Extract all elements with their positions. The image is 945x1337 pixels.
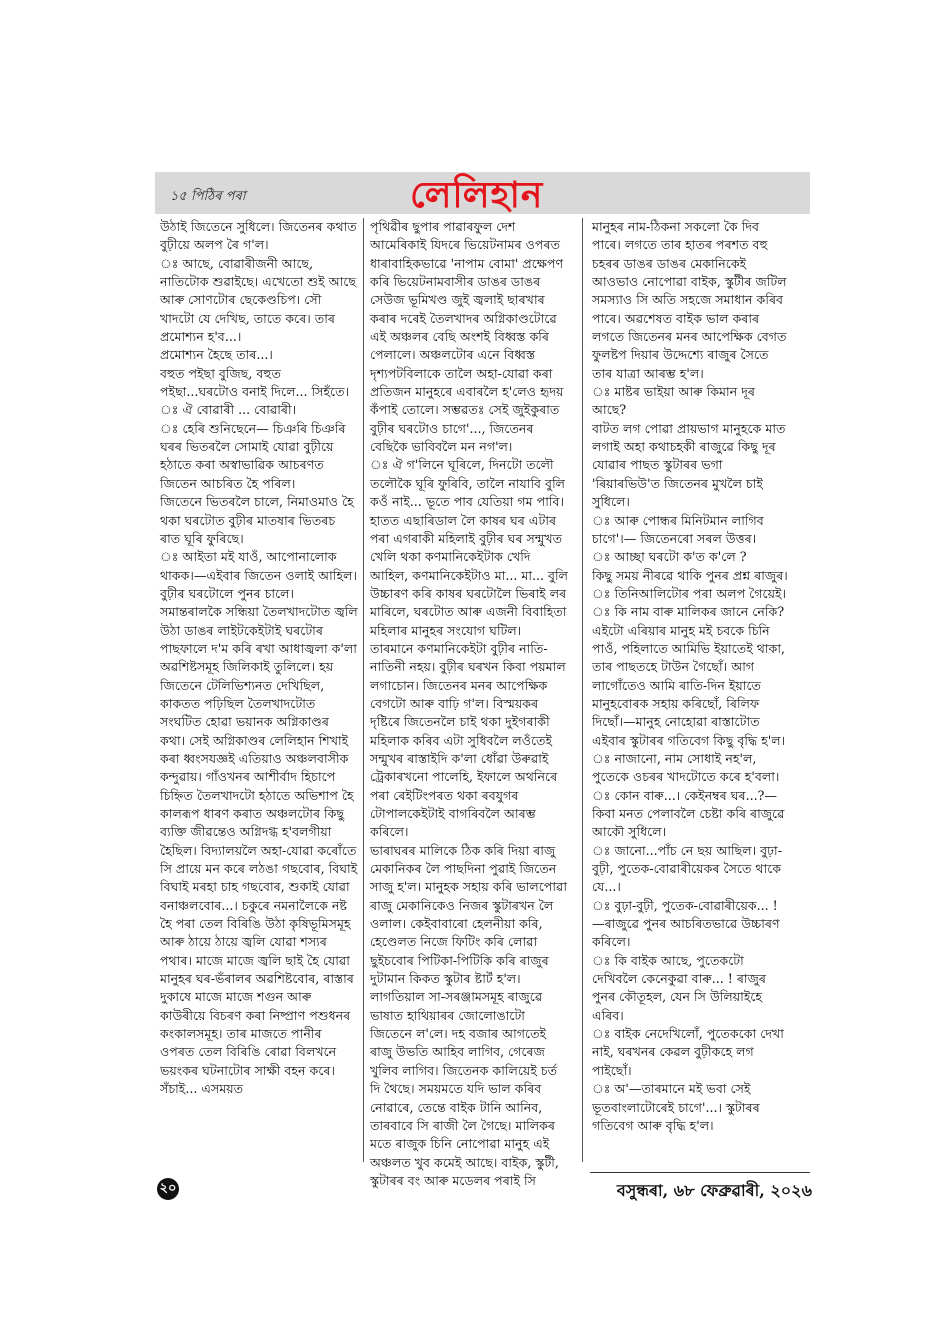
footer-rule xyxy=(590,1172,810,1173)
paragraph: বাটত লগ পোৱা প্ৰায়ভাগ মানুহকে মাত লগাই অহা কথাচহকী ৰাজুৱে কিছু দূৰ যোৱাৰ পাছত স্কুটাৰৰ ভগা 'ৰিয়াৰভিউ'ত জিতেনৰ মুখলৈ চাই সুধিলে। xyxy=(592,420,786,510)
paragraph: কিছু সময় নীৰৱে থাকি পুনৰ প্ৰশ্ন ৰাজুৰ। xyxy=(592,567,788,583)
paragraph: ঃ আৰু পোন্ধৰ মিনিটমান লাগিব চাগে'।— জিতেনৰো সৰল উত্তৰ। xyxy=(592,512,764,546)
page-number: ২০ xyxy=(157,1178,179,1200)
paragraph: ঃ মাষ্টৰ ভাইয়া আৰু কিমান দূৰ আছে? xyxy=(592,384,755,418)
paragraph: ঃ আছে, বোৱাৰীজনী আছে, নাতিটোক শুৱাইছে। এখেতো শুই আছে আৰু সোণটোৰ ছেকেণ্ডচিপ। সৌ খাদটো যে দেখিছ, তাতে কৰে। তাৰ প্ৰমোশ্যন হ'ব...। xyxy=(160,255,357,345)
column-divider xyxy=(363,218,364,1162)
text-column-3 xyxy=(592,218,790,1162)
column-divider xyxy=(582,218,583,1162)
paragraph: ঃ জানো...পাঁচ নে ছয় আছিল। বুঢ়া-বুঢ়ী, পুতেক-বোৱাৰীয়েকৰ সৈতে থাকে যে...। xyxy=(592,842,782,895)
paragraph: ভাৰাঘৰৰ মালিকে ঠিক কৰি দিয়া ৰাজু মেকানিকৰ লৈ পাছদিনা পুৱাই জিতেন সাজু হ'ল। মানুহক সহায় কৰি ভালপোৱা ৰাজু মেকানিকেও নিজৰ স্কুটাৰখন লৈ ওলাল। কেইবাবাৰো হেলনীয়া কৰি, হেণ্ডেলত নিজে ফিটিং কৰি লোৱা ছুইচবোৰ পিটিকা-পিটিকি কৰি ৰাজুৰ দুটামান কিকত স্কুটাৰ ষ্টাৰ্ট হ'ল। লাগতিয়াল সা-সৰঞ্জামসমূহ ৰাজুৱে ভাষাত হাথিয়াৰৰ জোলোঙাটো জিতেনে ল'লে। দহ বজাৰ আগতেই ৰাজু উভতি আহিব লাগিব, গেৰেজ খুলিব লাগিব। জিতেনক কালিয়েই চৰ্ত দি থৈছে। সময়মতে যদি ভাল কৰিব নোৱাৰে, তেন্তে বাইক টানি আনিব, তাৰবাবে সি ৰাজী লৈ গৈছে। মালিকৰ মতে ৰাজুক চিনি নোপোৱা মানুহ এই অঞ্চলত খুব কমেই আছে। বাইক, স্কুটী, স্কুটাৰৰ বং আৰু মডেলৰ পৰাই সি xyxy=(370,842,568,1188)
paragraph: ঃ কি বাইক আছে, পুতেকটো দেখিবলৈ কেনেকুৱা বাৰু... ! ৰাজুৰ পুনৰ কৌতূহল, যেন সি উলিয়াইহে এৰিব। xyxy=(592,952,766,1023)
paragraph: মানুহৰ নাম-ঠিকনা সকলো কৈ দিব পাৰে। লগতে তাৰ হাতৰ পৰশত বহু চহৰৰ ডাঙৰ ডাঙৰ মেকানিকেই আওভাও নোপোৱা বাইক, স্কুটীৰ জটিল সমস্যাও সি অতি সহজে সমাধান কৰিব পাৰে। অৱশেষত বাইক ভাল কৰাৰ লগতে জিতেনৰ মনৰ আপেক্ষিক বেগত ফুলষ্টপ দিয়াৰ উদ্দেশ্যে ৰাজুৰ সৈতে তাৰ যাত্ৰা আৰম্ভ হ'ল। xyxy=(592,219,787,381)
paragraph: ঃ নাজানো, নাম সোধাই নহ'ল, পুতেকে ওচৰৰ খাদটোতে কৰে হ'বলা। xyxy=(592,750,780,785)
paragraph: ঃ বাইক নেদেখিলোঁ, পুতেককো দেখা নাই, ঘৰখনৰ কেৱল বুঢ়ীকহে লগ পাইছোঁ। xyxy=(592,1026,784,1078)
paragraph: ঃ অ'—তাৰমানে মই ভবা সেই ভূতবাংলাটোৰেই চাগে'...। স্কুটাৰৰ গতিবেগ আৰু বৃদ্ধি হ'ল। xyxy=(592,1081,760,1133)
paragraph: ঃ বুঢ়া-বুঢ়ী, পুতেক-বোৱাৰীয়েক... !—ৰাজুৱে পুনৰ আচৰিতভাৱে উচ্চাৰণ কৰিলে। xyxy=(592,897,780,950)
paragraph: বহুত পইছা বুজিছ, বহুত পইছা...ঘৰটোও বনাই দিলে... সিহঁতে। xyxy=(160,365,350,400)
paragraph: ঃ তিনিআলিটোৰ পৰা অলপ গৈয়েই। xyxy=(592,585,787,601)
continued-from-label: ১৫ পিঠিৰ পৰা xyxy=(170,189,246,204)
paragraph: ঃ কি নাম বাৰু মালিকৰ জানে নেকি? এইটো এৰিয়াৰ মানুহ মই চবকে চিনি পাওঁ, পহিলাতে আমিভি ইয়াতেই থাকা, তাৰ পাছতহে টাউন গৈছোঁ। আগ লাগোঁতেও আমি ৰাতি-দিন ইয়াতে মানুহবোৰক সহায় কৰিছোঁ, ৰিলিফ দিছোঁ।—মানুহ নোহোৱা ৰাস্তাটোত এইবাৰ স্কুটাৰৰ গতিবেগ কিছু বৃদ্ধি হ'ল। xyxy=(592,604,786,748)
story-title: লেলিহান xyxy=(410,175,544,216)
text-column-2 xyxy=(370,218,569,1188)
publication-footer: বসুন্ধৰা, ৬৮ ফেব্ৰুৱাৰী, ২০২৬ xyxy=(616,1181,812,1200)
paragraph: ঃ আচ্ছা ঘৰটো ক'ত ক'লে ? xyxy=(592,549,747,565)
paragraph: ঃ হেৰি শুনিছেনে— চিঞৰি চিঞৰি ঘৰৰ ভিতৰলৈ সোমাই যোৱা বুঢ়ীয়ে হঠাতে কৰা অস্বাভাৱিক আচৰণত জিতেন আচৰিত হৈ পৰিল। xyxy=(160,420,346,491)
paragraph: জিতেনে ভিতৰলৈ চালে, নিমাওমাও হৈ থকা ঘৰটোত বুঢ়ীৰ মাতষাৰ ভিতৰচ ৰাত ঘূৰি ফুৰিছে। xyxy=(160,494,354,546)
text-column-1 xyxy=(160,218,358,1162)
paragraph: পৃথিৱীৰ ছুপাৰ পাৱাৰফুল দেশ আমেৰিকাই যিদৰে ভিয়েটনামৰ ওপৰত ধাৰাবাহিকভাৱে 'নাপাম বোমা' প্ৰক্ষেপণ কৰি ভিয়েটনামবাসীৰ ডাঙৰ ডাঙৰ সেউজ ভূমিখণ্ড জুই জ্বলাই ছাৰখাৰ কৰাৰ দৰেই তৈলখাদৰ অগ্নিকাণ্ডটোৱে এই অঞ্চলৰ বেছি অংশই বিধ্বস্ত কৰি পেলালে। অঞ্চলটোৰ এনে বিধ্বস্ত দৃশ্যপটবিলাকে তালৈ অহা-যোৱা কৰা প্ৰতিজন মানুহৰে এবাৰলৈ হ'লেও হৃদয় কঁপাই তোলে। সম্ভৱতঃ সেই জুইকুৰাত বুঢ়ীৰ ঘৰটোও চাগে'..., জিতেনৰ বেছিকৈ ভাবিবলৈ মন নগ'ল। xyxy=(370,219,564,455)
paragraph: ঃ কোন বাৰু...। কেইনম্বৰ ঘৰ...?—কিবা মনত পেলাবলৈ চেষ্টা কৰি ৰাজুৱে আকৌ সুধিলে। xyxy=(592,787,785,840)
paragraph: ঃ আইতা মই যাওঁ, আপোনালোক থাকক।—এইবাৰ জিতেন ওলাই আহিল। বুঢ়ীৰ ঘৰটোলে পুনৰ চালে। সমান্তৰালকৈ সন্ধিয়া তৈলখাদটোত জ্বলি উঠা ডাঙৰ লাইটকেইটাই ঘৰটোৰ পাছফালে দ'ম কৰি ৰখা আধাজ্বলা ক'লা অৱশিষ্টসমূহ জিলিকাই তুলিলে। হয় জিতেনে টেলিভিশ্যনত দেখিছিল, কাকতত পঢ়িছিল তৈলখাদটোত সংঘটিত হোৱা ভয়ানক অগ্নিকাণ্ডৰ কথা। সেই অগ্নিকাণ্ডৰ লেলিহান শিখাই কৰা ধ্বংসযজ্ঞই এতিয়াও অঞ্চলবাসীক কন্দুৱায়। গাঁওখনৰ আশীৰ্বাদ হিচাপে চিহ্নিত তৈলখাদটো হঠাতে অভিশাপ হৈ কালৰূপ ধাৰণ কৰাত অঞ্চলটোৰ কিছু ব্যক্তি জীৱন্তেও অগ্নিদগ্ধ হ'বলগীয়া হৈছিল। বিদ্যালয়লৈ অহা-যোৱা কৰোঁতে সি প্ৰায়ে মন কৰে লঠঙা গছবোৰ, বিঘাই বিঘাই মৰহা চাহ গছবোৰ, শুকাই যোৱা বনাঞ্চলবোৰ...। চকুৰে নমনালৈকে নষ্ট হৈ পৰা তেল বিৰিঙি উঠা কৃষিভূমিসমূহ আৰু ঠায়ে ঠায়ে জ্বলি যোৱা শস্যৰ পথাৰ। মাজে মাজে জ্বলি ছাই হৈ যোৱা মানুহৰ ঘৰ-ভঁৰালৰ অৱশিষ্টবোৰ, ৰাস্তাৰ দুকাষে মাজে মাজে শগুন আৰু কাউৰীয়ে বিচৰণ কৰা নিষ্প্ৰাণ পশুধনৰ কংকালসমূহ। তাৰ মাজতে পানীৰ ওপৰত তেল বিৰিঙি ৰোৱা বিলখনে ভয়ংকৰ ঘটনাটোৰ সাক্ষী বহন কৰে। সঁচাই... এসময়ত xyxy=(160,549,358,1097)
paragraph: প্ৰমোশ্যন হৈছে তাৰ...। xyxy=(160,347,273,363)
paragraph: ঃ ঐ বোৱাৰী ... বোৱাৰী। xyxy=(160,402,297,418)
paragraph: ঃ ঐ গ'লিনে ঘূৰিলে, দিনটো তলৌ তলৌকৈ ঘূৰি ফুৰিবি, তালৈ নাযাবি বুলি কওঁ নাই... ভূতে পাব যেতিয়া গম পাবি। হাতত এছাৰিডাল লৈ কাষৰ ঘৰ এটাৰ পৰা এগৰাকী মহিলাই বুঢ়ীৰ ঘৰ সন্মুখত খেলি থকা কণমানিকেইটাক খেদি আহিল, কণমানিকেইটাও মা... মা... বুলি উচ্চাৰণ কৰি কাষৰ ঘৰটোলৈ ভিৰাই লৰ মাৰিলে, ঘৰটোত আৰু এজনী বিবাহিতা মহিলাৰ মানুহৰ সংযোগ ঘটিল। তাৰমানে কণমানিকেইটা বুঢ়ীৰ নাতি-নাতিনী নহয়। বুঢ়ীৰ ঘৰখন কিবা পয়মাল লগাচোন। জিতেনৰ মনৰ আপেক্ষিক বেগটো আৰু বাঢ়ি গ'ল। বিস্ময়কৰ দৃষ্টিৰে জিতেনলৈ চাই থকা দুইগৰাকী মহিলাক কৰিব এটা সুধিবলৈ লওঁতেই সন্মুখৰ ৰাস্তাইদি ক'লা ধোঁৱা উৰুৱাই ট্ৰেকাৰখনো পালেহি, ইফালে অথনিৰে পৰা ৰেইটিংপৰত থকা ৰবযুগৰ টোপালকেইটাই বাগৰিবলৈ আৰম্ভ কৰিলে। xyxy=(370,457,569,840)
paragraph: উঠাই জিতেনে সুধিলে। জিতেনৰ কথাত বুঢ়ীয়ে অলপ ৰৈ গ'ল। xyxy=(160,219,357,253)
